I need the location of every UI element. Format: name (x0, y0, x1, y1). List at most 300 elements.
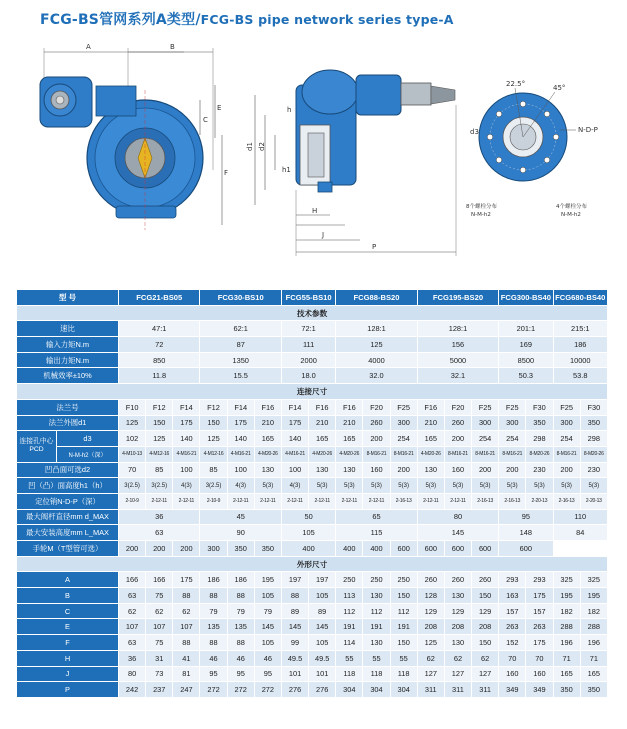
dim-label-j: J (322, 231, 325, 239)
dim-label-hh: H (312, 207, 318, 215)
table-cell: 46 (227, 650, 254, 666)
table-cell: F16 (336, 399, 363, 415)
table-cell: 55 (390, 650, 417, 666)
table-cell: 2-12-11 (281, 493, 308, 509)
table-cell: F14 (281, 399, 308, 415)
table-cell: 127 (444, 666, 471, 682)
section-title: 技术参数 (17, 305, 608, 321)
table-cell: 89 (309, 603, 336, 619)
table-cell: 276 (281, 682, 308, 698)
page-title: FCG-BS管网系列A类型/FCG-BS pipe network series type-A (40, 12, 454, 28)
table-cell: 2-16-13 (553, 493, 580, 509)
table-cell: 293 (499, 572, 526, 588)
row-torque-out (17, 352, 608, 368)
row-d2 (17, 462, 608, 478)
table-cell: 850 (119, 352, 200, 368)
table-cell: 300 (390, 415, 417, 431)
row-label: E (17, 619, 119, 635)
table-cell: 195 (553, 588, 580, 604)
table-cell: 5000 (417, 352, 498, 368)
table-cell: 130 (309, 462, 336, 478)
row-outer-b (17, 588, 608, 604)
table-cell: 600 (417, 541, 444, 557)
table-cell: 325 (580, 572, 607, 588)
table-cell: 107 (173, 619, 200, 635)
angle-label-45: 45° (553, 84, 566, 92)
table-cell: 127 (472, 666, 499, 682)
table-cell: 210 (417, 415, 444, 431)
table-cell: 237 (146, 682, 173, 698)
table-cell: F16 (309, 399, 336, 415)
table-cell: 84 (553, 525, 608, 541)
bolt-nmh2-4: N-M-h2 (561, 212, 581, 218)
header-row (17, 290, 608, 306)
table-cell: 293 (526, 572, 553, 588)
table-cell: 272 (254, 682, 281, 698)
table-cell: 260 (472, 572, 499, 588)
row-ratio (17, 321, 608, 337)
row-label: 法兰号 (17, 399, 119, 415)
table-cell: 62 (417, 650, 444, 666)
table-cell: 100 (281, 462, 308, 478)
table-cell: 4-M12-16 (200, 446, 227, 462)
table-cell: 150 (390, 635, 417, 651)
table-cell: 350 (227, 541, 254, 557)
table-cell: 88 (281, 588, 308, 604)
row-label: H (17, 650, 119, 666)
table-cell: 79 (200, 603, 227, 619)
table-cell: 5(3) (309, 478, 336, 494)
table-cell: 4-M20-26 (309, 446, 336, 462)
table-cell: 2-12-11 (254, 493, 281, 509)
table-cell: 101 (309, 666, 336, 682)
table-cell: 2-16-13 (390, 493, 417, 509)
table-cell: 263 (526, 619, 553, 635)
table-cell: 145 (281, 619, 308, 635)
table-cell: 128 (417, 588, 444, 604)
table-cell: 5(3) (526, 478, 553, 494)
table-cell: 111 (281, 337, 335, 353)
table-cell: 4-M20-26 (254, 446, 281, 462)
row-label: 输出力矩N.m (17, 352, 119, 368)
table-cell: 195 (580, 588, 607, 604)
table-cell: 62:1 (200, 321, 281, 337)
row-wheel (17, 541, 608, 557)
table-cell: 130 (444, 635, 471, 651)
table-cell: 298 (526, 431, 553, 447)
table-cell: 140 (281, 431, 308, 447)
dim-label-f: F (224, 169, 229, 177)
table-cell: 45 (200, 509, 281, 525)
table-cell: 62 (472, 650, 499, 666)
table-cell: F20 (444, 399, 471, 415)
table-cell: 263 (499, 619, 526, 635)
table-cell: 195 (254, 572, 281, 588)
table-cell: 63 (119, 588, 146, 604)
table-cell: 350 (553, 682, 580, 698)
row-h1 (17, 478, 608, 494)
table-cell: 260 (444, 415, 471, 431)
table-cell: 130 (363, 635, 390, 651)
dim-label-h1: h1 (282, 166, 291, 174)
bolt-note-4: 4个螺栓分布 (556, 204, 587, 210)
table-cell: 288 (553, 619, 580, 635)
table-cell: 72 (119, 337, 200, 353)
table-cell: F14 (227, 399, 254, 415)
table-cell: 197 (309, 572, 336, 588)
table-cell: 165 (553, 666, 580, 682)
table-cell: 304 (336, 682, 363, 698)
table-cell: 114 (336, 635, 363, 651)
table-cell: 70 (119, 462, 146, 478)
side-view-drawing (246, 70, 456, 256)
row-label: 输入力矩N.m (17, 337, 119, 353)
table-cell: 2-12-11 (309, 493, 336, 509)
table-cell: 272 (200, 682, 227, 698)
table-cell: 128:1 (336, 321, 417, 337)
row-label: C (17, 603, 119, 619)
table-cell: 150 (200, 415, 227, 431)
table-cell: 182 (580, 603, 607, 619)
table-cell: 150 (472, 588, 499, 604)
table-cell: 197 (281, 572, 308, 588)
row-lmax (17, 525, 608, 541)
table-cell: 350 (254, 541, 281, 557)
model-col: FCG195-BS20 (417, 290, 498, 306)
table-cell: 75 (146, 588, 173, 604)
table-cell: 8-M16-21 (444, 446, 471, 462)
table-cell: 160 (444, 462, 471, 478)
table-cell: 182 (553, 603, 580, 619)
table-cell: 2-12-11 (336, 493, 363, 509)
table-cell: 4-M20-26 (417, 446, 444, 462)
table-cell: 31 (146, 650, 173, 666)
row-label: 凹凸面可选d2 (17, 462, 119, 478)
table-cell: 5(3) (336, 478, 363, 494)
table-cell: 125 (336, 337, 417, 353)
row-label: 定位销N-D-P（深） (17, 493, 119, 509)
table-cell: 135 (227, 619, 254, 635)
table-cell: 81 (173, 666, 200, 682)
table-cell: 242 (119, 682, 146, 698)
table-cell: 200 (553, 462, 580, 478)
table-cell: 191 (363, 619, 390, 635)
table-cell: 63 (119, 635, 146, 651)
row-label: N-M-h2（深） (57, 446, 119, 462)
table-cell: F12 (146, 399, 173, 415)
table-cell: 400 (336, 541, 363, 557)
table-cell: 175 (227, 415, 254, 431)
table-cell: 175 (173, 415, 200, 431)
table-cell: 88 (200, 588, 227, 604)
table-cell: 5(3) (390, 478, 417, 494)
table-cell: F16 (417, 399, 444, 415)
table-cell: 2-12-11 (173, 493, 200, 509)
table-cell: 88 (173, 635, 200, 651)
table-cell: 5(3) (363, 478, 390, 494)
table-cell: 175 (173, 572, 200, 588)
table-cell: 65 (336, 509, 417, 525)
table-cell: 102 (119, 431, 146, 447)
dim-label-d3: d3 (470, 128, 479, 136)
table-cell: 276 (309, 682, 336, 698)
table-cell: 166 (119, 572, 146, 588)
table-cell: 200 (173, 541, 200, 557)
table-cell: 157 (499, 603, 526, 619)
row-label: 速比 (17, 321, 119, 337)
table-cell: 50.3 (499, 368, 553, 384)
table-cell: 4-M16-21 (281, 446, 308, 462)
table-cell: 2-12-11 (227, 493, 254, 509)
table-cell: 3(2.5) (119, 478, 146, 494)
row-label: 最大阀杆直径mm d_MAX (17, 509, 119, 525)
table-cell: 247 (173, 682, 200, 698)
model-col: FCG30-BS10 (200, 290, 281, 306)
table-cell: 325 (553, 572, 580, 588)
table-cell: 165 (580, 666, 607, 682)
table-cell: 4(3) (227, 478, 254, 494)
table-cell: 89 (281, 603, 308, 619)
table-cell: 2-12-11 (417, 493, 444, 509)
table-cell: 49.5 (281, 650, 308, 666)
table-cell: 140 (227, 431, 254, 447)
table-cell: 2-20-13 (526, 493, 553, 509)
pcd-label: 连接孔中心 PCD (17, 431, 57, 462)
row-outer-j (17, 666, 608, 682)
table-cell: 88 (173, 588, 200, 604)
table-cell: 4-M12-16 (146, 446, 173, 462)
table-cell: 145 (309, 619, 336, 635)
table-cell: 55 (363, 650, 390, 666)
table-cell: 85 (146, 462, 173, 478)
table-cell: 186 (227, 572, 254, 588)
row-label: B (17, 588, 119, 604)
table-cell: 201:1 (499, 321, 553, 337)
table-cell: 2-12-11 (146, 493, 173, 509)
table-cell: 298 (580, 431, 607, 447)
table-cell: 250 (363, 572, 390, 588)
table-cell: 2-12-11 (444, 493, 471, 509)
row-efficiency (17, 368, 608, 384)
table-cell: 32.0 (336, 368, 417, 384)
table-cell: 4(3) (281, 478, 308, 494)
table-cell: 90 (200, 525, 281, 541)
table-cell: 4000 (336, 352, 417, 368)
section-row (17, 384, 608, 400)
row-d3 (17, 431, 608, 447)
table-cell: 311 (444, 682, 471, 698)
table-cell: 210 (254, 415, 281, 431)
table-cell: 73 (146, 666, 173, 682)
table-cell: 53.8 (553, 368, 608, 384)
table-cell: 100 (173, 462, 200, 478)
table-cell: 160 (526, 666, 553, 682)
table-cell: 210 (336, 415, 363, 431)
table-cell: 105 (254, 635, 281, 651)
dim-label-b: B (170, 43, 175, 51)
table-cell: 2-16-13 (472, 493, 499, 509)
model-col: FCG680-BS40 (553, 290, 608, 306)
label-ndp: N-D-P (578, 126, 598, 134)
table-cell: 127 (417, 666, 444, 682)
table-cell: 47:1 (119, 321, 200, 337)
table-cell: 300 (553, 415, 580, 431)
table-cell: 160 (363, 462, 390, 478)
table-cell: 63 (119, 525, 200, 541)
row-d1 (17, 415, 608, 431)
table-cell: F25 (390, 399, 417, 415)
row-label: 凹（凸）面高度h1（h） (17, 478, 119, 494)
table-cell: 8-M16-21 (472, 446, 499, 462)
table-cell: 46 (254, 650, 281, 666)
table-cell: F10 (119, 399, 146, 415)
row-outer-p (17, 682, 608, 698)
table-cell: 200 (146, 541, 173, 557)
table-cell: 135 (200, 619, 227, 635)
table-cell: 2000 (281, 352, 335, 368)
row-label: 最大安装高度mm L_MAX (17, 525, 119, 541)
table-cell: 169 (499, 337, 553, 353)
row-flange (17, 399, 608, 415)
section-title: 连接尺寸 (17, 384, 608, 400)
model-col: FCG88-BS20 (336, 290, 417, 306)
dim-label-a: A (86, 43, 91, 51)
table-cell: 200 (472, 462, 499, 478)
table-cell: 88 (227, 588, 254, 604)
table-cell: 105 (254, 588, 281, 604)
table-cell: 112 (390, 603, 417, 619)
row-outer-e (17, 619, 608, 635)
row-torque-in (17, 337, 608, 353)
table-cell: 4-M16-21 (173, 446, 200, 462)
table-cell: 3(2.5) (200, 478, 227, 494)
table-cell: 163 (499, 588, 526, 604)
table-cell: F25 (499, 399, 526, 415)
front-view-drawing (40, 43, 228, 230)
table-cell: 71 (580, 650, 607, 666)
table-cell: 4-M20-26 (336, 446, 363, 462)
row-outer-a (17, 572, 608, 588)
section-title: 外形尺寸 (17, 556, 608, 572)
row-label: d3 (57, 431, 119, 447)
table-cell: 272 (227, 682, 254, 698)
bolt-nmh2-8: N-M-h2 (471, 212, 491, 218)
table-cell: 400 (363, 541, 390, 557)
table-cell: 4(3) (173, 478, 200, 494)
row-label: 手轮M（T型管可选） (17, 541, 119, 557)
table-cell: 79 (227, 603, 254, 619)
table-cell: 36 (119, 650, 146, 666)
table-cell: 80 (119, 666, 146, 682)
dim-label-h: h (287, 106, 292, 114)
table-cell: 230 (526, 462, 553, 478)
table-cell: 600 (390, 541, 417, 557)
table-cell: 15.5 (200, 368, 281, 384)
table-cell: 49.5 (309, 650, 336, 666)
table-cell: 130 (444, 588, 471, 604)
table-cell: 165 (254, 431, 281, 447)
row-label: 法兰外圆d1 (17, 415, 119, 431)
table-cell: 36 (119, 509, 200, 525)
model-header-label: 型 号 (17, 290, 119, 306)
table-cell: 148 (499, 525, 553, 541)
section-row (17, 556, 608, 572)
table-cell: 254 (472, 431, 499, 447)
dim-label-d1: d1 (246, 142, 254, 151)
table-cell: 75 (146, 635, 173, 651)
table-cell: 145 (417, 525, 498, 541)
angle-label-22: 22.5° (506, 80, 526, 88)
table-cell: 8-M20-26 (526, 446, 553, 462)
table-cell: 10000 (553, 352, 608, 368)
table-cell: 105 (309, 635, 336, 651)
table-cell: 260 (417, 572, 444, 588)
table-cell: 400 (281, 541, 335, 557)
table-cell: 150 (146, 415, 173, 431)
model-col: FCG300-BS40 (499, 290, 553, 306)
table-cell: 150 (472, 635, 499, 651)
table-cell: 105 (281, 525, 335, 541)
table-cell: 200 (444, 431, 471, 447)
table-cell: 166 (146, 572, 173, 588)
dim-label-d2: d2 (258, 142, 266, 151)
row-label: J (17, 666, 119, 682)
table-cell: F30 (580, 399, 607, 415)
table-cell: 4-M10-13 (119, 446, 146, 462)
table-cell: F16 (254, 399, 281, 415)
table-cell: 260 (444, 572, 471, 588)
table-cell: 5(3) (499, 478, 526, 494)
row-label: P (17, 682, 119, 698)
table-cell: 62 (119, 603, 146, 619)
table-cell: 186 (553, 337, 608, 353)
table-cell: 349 (499, 682, 526, 698)
table-cell: 350 (580, 682, 607, 698)
table-cell: 288 (580, 619, 607, 635)
dim-label-p: P (372, 243, 377, 251)
table-cell: 8500 (499, 352, 553, 368)
table-cell: 208 (472, 619, 499, 635)
table-cell: F12 (200, 399, 227, 415)
table-cell: 5(3) (417, 478, 444, 494)
table-cell: 2-10-9 (119, 493, 146, 509)
table-cell: 200 (119, 541, 146, 557)
table-cell: 5(3) (444, 478, 471, 494)
row-outer-f (17, 635, 608, 651)
table-cell: 2-10-9 (200, 493, 227, 509)
table-cell: 80 (417, 509, 498, 525)
table-cell: 208 (417, 619, 444, 635)
table-cell: 304 (390, 682, 417, 698)
table-cell: 250 (336, 572, 363, 588)
model-col: FCG55-BS10 (281, 290, 335, 306)
table-cell: 41 (173, 650, 200, 666)
table-cell: 71 (553, 650, 580, 666)
table-cell: 600 (472, 541, 499, 557)
table-cell: 5(3) (553, 478, 580, 494)
table-cell: 152 (499, 635, 526, 651)
table-cell: 87 (200, 337, 281, 353)
table-cell: 196 (553, 635, 580, 651)
table-cell: 600 (444, 541, 471, 557)
table-cell: 130 (336, 462, 363, 478)
table-cell: 165 (309, 431, 336, 447)
table-cell: 350 (526, 415, 553, 431)
table-cell: 118 (390, 666, 417, 682)
table-cell: 105 (309, 588, 336, 604)
table-cell: 8-M16-21 (499, 446, 526, 462)
table-cell: 99 (281, 635, 308, 651)
